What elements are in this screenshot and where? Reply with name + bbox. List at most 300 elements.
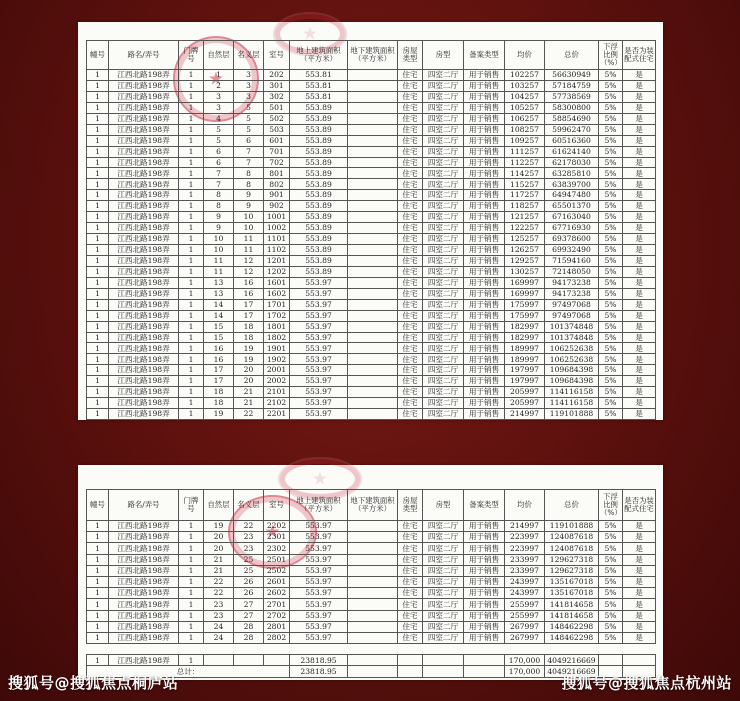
building-cell: 1 xyxy=(87,532,109,543)
prefab-cell: 是 xyxy=(623,124,656,135)
filing-type-cell: 用于销售 xyxy=(464,387,505,398)
avg-price-cell: 106257 xyxy=(505,113,545,124)
nominal-floor-cell: 19 xyxy=(234,343,264,354)
building-cell: 1 xyxy=(87,80,109,91)
door-cell: 1 xyxy=(179,610,204,621)
house-type-cell: 住宅 xyxy=(398,288,423,299)
road-cell: 江西北路198弄 xyxy=(109,565,179,576)
door-cell: 1 xyxy=(179,321,204,332)
house-type-cell: 住宅 xyxy=(398,532,423,543)
table-row xyxy=(87,343,656,354)
area-cell: 553.97 xyxy=(290,288,348,299)
total-price-cell: 65501370 xyxy=(545,201,599,212)
avg-price-cell: 189997 xyxy=(505,343,545,354)
house-type-cell: 住宅 xyxy=(398,255,423,266)
table-row xyxy=(87,599,656,610)
float-pct-cell: 5% xyxy=(599,599,623,610)
area-cell: 553.97 xyxy=(290,554,348,565)
road-cell: 江西北路198弄 xyxy=(109,179,179,190)
float-pct-cell: 5% xyxy=(599,135,623,146)
house-type-cell: 住宅 xyxy=(398,168,423,179)
road-cell: 江西北路198弄 xyxy=(109,223,179,234)
house-type-cell: 住宅 xyxy=(398,234,423,245)
prefab-cell: 是 xyxy=(623,521,656,532)
filing-type-cell: 用于销售 xyxy=(464,223,505,234)
underground-area-cell xyxy=(348,135,398,146)
nominal-floor-cell: 3 xyxy=(234,80,264,91)
underground-area-cell xyxy=(348,146,398,157)
total-price-cell: 106252638 xyxy=(545,343,599,354)
avg-price-cell: 223997 xyxy=(505,543,545,554)
house-type-cell: 住宅 xyxy=(398,565,423,576)
total-price-cell: 97497068 xyxy=(545,310,599,321)
natural-floor-cell: 23 xyxy=(204,610,234,621)
total-price-cell: 101374848 xyxy=(545,332,599,343)
filing-type-cell: 用于销售 xyxy=(464,80,505,91)
nominal-floor-cell: 22 xyxy=(234,409,264,420)
table-row xyxy=(87,288,656,299)
total-price-cell: 94173238 xyxy=(545,288,599,299)
layout-cell: 四室二厅 xyxy=(423,201,464,212)
prefab-cell: 是 xyxy=(623,146,656,157)
filing-type-cell: 用于销售 xyxy=(464,113,505,124)
layout-cell: 四室二厅 xyxy=(423,610,464,621)
door-cell: 1 xyxy=(179,91,204,102)
total-price-cell: 106252638 xyxy=(545,354,599,365)
layout-cell: 四室二厅 xyxy=(423,124,464,135)
nominal-floor-cell: 8 xyxy=(234,168,264,179)
natural-floor-cell: 18 xyxy=(204,398,234,409)
natural-floor-cell: 4 xyxy=(204,113,234,124)
building-cell: 1 xyxy=(87,310,109,321)
house-type-cell: 住宅 xyxy=(398,245,423,256)
prefab-cell: 是 xyxy=(623,80,656,91)
table-row xyxy=(87,146,656,157)
layout-cell: 四室二厅 xyxy=(423,398,464,409)
nominal-floor-cell: 8 xyxy=(234,179,264,190)
house-type-cell: 住宅 xyxy=(398,409,423,420)
prefab-cell: 是 xyxy=(623,543,656,554)
room-cell: 2202 xyxy=(264,521,290,532)
house-type-cell: 住宅 xyxy=(398,343,423,354)
area-cell: 553.97 xyxy=(290,343,348,354)
house-type-cell: 住宅 xyxy=(398,332,423,343)
room-cell: 1602 xyxy=(264,288,290,299)
area-cell: 553.97 xyxy=(290,521,348,532)
house-type-cell: 住宅 xyxy=(398,543,423,554)
house-type-cell: 住宅 xyxy=(398,610,423,621)
float-pct-cell: 5% xyxy=(599,398,623,409)
door-cell: 1 xyxy=(179,576,204,587)
nominal-floor-cell: 12 xyxy=(234,266,264,277)
layout-cell: 四室二厅 xyxy=(423,343,464,354)
float-pct-cell: 5% xyxy=(599,532,623,543)
column-header: 房型 xyxy=(423,490,464,521)
avg-price-cell: 130257 xyxy=(505,266,545,277)
area-cell: 553.97 xyxy=(290,409,348,420)
nominal-floor-cell: 9 xyxy=(234,201,264,212)
layout-cell: 四室二厅 xyxy=(423,245,464,256)
subtotal-area: 23818.95 xyxy=(290,655,348,666)
total-price-cell: 62178030 xyxy=(545,157,599,168)
subtotal-building: 1 xyxy=(87,655,109,666)
avg-price-cell: 169997 xyxy=(505,277,545,288)
column-header: 地上建筑面积（平方米） xyxy=(290,41,348,70)
filing-type-cell: 用于销售 xyxy=(464,632,505,643)
road-cell: 江西北路198弄 xyxy=(109,91,179,102)
spacer-row xyxy=(87,644,656,655)
underground-area-cell xyxy=(348,321,398,332)
layout-cell: 四室二厅 xyxy=(423,376,464,387)
filing-type-cell: 用于销售 xyxy=(464,245,505,256)
nominal-floor-cell: 26 xyxy=(234,576,264,587)
total-price-cell: 135167018 xyxy=(545,588,599,599)
layout-cell: 四室二厅 xyxy=(423,91,464,102)
filing-type-cell: 用于销售 xyxy=(464,332,505,343)
filing-type-cell: 用于销售 xyxy=(464,576,505,587)
underground-area-cell xyxy=(348,543,398,554)
room-cell: 1702 xyxy=(264,310,290,321)
road-cell: 江西北路198弄 xyxy=(109,632,179,643)
float-pct-cell: 5% xyxy=(599,576,623,587)
float-pct-cell: 5% xyxy=(599,124,623,135)
filing-type-cell: 用于销售 xyxy=(464,376,505,387)
layout-cell: 四室二厅 xyxy=(423,576,464,587)
building-cell: 1 xyxy=(87,124,109,135)
natural-floor-cell: 7 xyxy=(204,168,234,179)
watermark-right: 搜狐号@搜狐焦点杭州站 xyxy=(561,674,732,692)
road-cell: 江西北路198弄 xyxy=(109,543,179,554)
building-cell: 1 xyxy=(87,521,109,532)
prefab-cell: 是 xyxy=(623,554,656,565)
area-cell: 553.97 xyxy=(290,277,348,288)
prefab-cell: 是 xyxy=(623,91,656,102)
total-price-cell: 69932490 xyxy=(545,245,599,256)
nominal-floor-cell: 23 xyxy=(234,543,264,554)
grand-total-area: 23818.95 xyxy=(290,666,348,677)
avg-price-cell: 255997 xyxy=(505,599,545,610)
house-type-cell: 住宅 xyxy=(398,576,423,587)
table-row xyxy=(87,124,656,135)
table-row xyxy=(87,310,656,321)
road-cell: 江西北路198弄 xyxy=(109,299,179,310)
float-pct-cell: 5% xyxy=(599,102,623,113)
table-row xyxy=(87,113,656,124)
room-cell: 702 xyxy=(264,157,290,168)
room-cell: 1901 xyxy=(264,343,290,354)
subtotal-avg: 170,000 xyxy=(505,655,545,666)
float-pct-cell: 5% xyxy=(599,212,623,223)
natural-floor-cell: 20 xyxy=(204,543,234,554)
nominal-floor-cell: 21 xyxy=(234,387,264,398)
area-cell: 553.89 xyxy=(290,234,348,245)
underground-area-cell xyxy=(348,376,398,387)
table-row xyxy=(87,80,656,91)
underground-area-cell xyxy=(348,343,398,354)
prefab-cell: 是 xyxy=(623,234,656,245)
avg-price-cell: 102257 xyxy=(505,70,545,81)
prefab-cell: 是 xyxy=(623,387,656,398)
road-cell: 江西北路198弄 xyxy=(109,588,179,599)
column-header: 幢号 xyxy=(87,41,109,70)
natural-floor-cell: 10 xyxy=(204,234,234,245)
door-cell: 1 xyxy=(179,365,204,376)
avg-price-cell: 182997 xyxy=(505,321,545,332)
price-list-page-2 xyxy=(78,465,663,680)
road-cell: 江西北路198弄 xyxy=(109,599,179,610)
avg-price-cell: 122257 xyxy=(505,223,545,234)
natural-floor-cell: 14 xyxy=(204,310,234,321)
house-type-cell: 住宅 xyxy=(398,621,423,632)
road-cell: 江西北路198弄 xyxy=(109,576,179,587)
building-cell: 1 xyxy=(87,588,109,599)
prefab-cell: 是 xyxy=(623,223,656,234)
float-pct-cell: 5% xyxy=(599,80,623,91)
prefab-cell: 是 xyxy=(623,354,656,365)
avg-price-cell: 243997 xyxy=(505,588,545,599)
prefab-cell: 是 xyxy=(623,610,656,621)
room-cell: 2801 xyxy=(264,621,290,632)
house-type-cell: 住宅 xyxy=(398,135,423,146)
road-cell: 江西北路198弄 xyxy=(109,168,179,179)
layout-cell: 四室二厅 xyxy=(423,532,464,543)
total-price-cell: 67163040 xyxy=(545,212,599,223)
area-cell: 553.89 xyxy=(290,190,348,201)
room-cell: 1902 xyxy=(264,354,290,365)
natural-floor-cell: 3 xyxy=(204,91,234,102)
avg-price-cell: 197997 xyxy=(505,376,545,387)
room-cell: 2002 xyxy=(264,376,290,387)
prefab-cell: 是 xyxy=(623,576,656,587)
table-row xyxy=(87,365,656,376)
filing-type-cell: 用于销售 xyxy=(464,365,505,376)
filing-type-cell: 用于销售 xyxy=(464,610,505,621)
house-type-cell: 住宅 xyxy=(398,632,423,643)
total-price-cell: 97497068 xyxy=(545,299,599,310)
nominal-floor-cell: 10 xyxy=(234,212,264,223)
nominal-floor-cell: 21 xyxy=(234,398,264,409)
house-type-cell: 住宅 xyxy=(398,398,423,409)
door-cell: 1 xyxy=(179,277,204,288)
natural-floor-cell: 8 xyxy=(204,190,234,201)
float-pct-cell: 5% xyxy=(599,255,623,266)
nominal-floor-cell: 16 xyxy=(234,277,264,288)
table-row xyxy=(87,565,656,576)
avg-price-cell: 214997 xyxy=(505,409,545,420)
filing-type-cell: 用于销售 xyxy=(464,168,505,179)
layout-cell: 四室二厅 xyxy=(423,332,464,343)
natural-floor-cell: 3 xyxy=(204,102,234,113)
avg-price-cell: 118257 xyxy=(505,201,545,212)
underground-area-cell xyxy=(348,288,398,299)
door-cell: 1 xyxy=(179,157,204,168)
table-row xyxy=(87,201,656,212)
area-cell: 553.89 xyxy=(290,157,348,168)
underground-area-cell xyxy=(348,554,398,565)
underground-area-cell xyxy=(348,266,398,277)
road-cell: 江西北路198弄 xyxy=(109,343,179,354)
underground-area-cell xyxy=(348,223,398,234)
underground-area-cell xyxy=(348,102,398,113)
building-cell: 1 xyxy=(87,190,109,201)
prefab-cell: 是 xyxy=(623,157,656,168)
nominal-floor-cell: 18 xyxy=(234,321,264,332)
area-cell: 553.97 xyxy=(290,299,348,310)
underground-area-cell xyxy=(348,332,398,343)
underground-area-cell xyxy=(348,70,398,81)
natural-floor-cell: 15 xyxy=(204,332,234,343)
area-cell: 553.89 xyxy=(290,223,348,234)
column-header: 路名/弄号 xyxy=(109,490,179,521)
nominal-floor-cell: 23 xyxy=(234,532,264,543)
house-type-cell: 住宅 xyxy=(398,212,423,223)
column-header: 总价 xyxy=(545,490,599,521)
door-cell: 1 xyxy=(179,190,204,201)
column-header: 门牌号 xyxy=(179,490,204,521)
nominal-floor-cell: 25 xyxy=(234,554,264,565)
area-cell: 553.89 xyxy=(290,201,348,212)
table-row xyxy=(87,245,656,256)
room-cell: 202 xyxy=(264,70,290,81)
building-cell: 1 xyxy=(87,576,109,587)
table-row xyxy=(87,354,656,365)
column-header: 幢号 xyxy=(87,490,109,521)
road-cell: 江西北路198弄 xyxy=(109,398,179,409)
area-cell: 553.97 xyxy=(290,576,348,587)
building-cell: 1 xyxy=(87,212,109,223)
nominal-floor-cell: 17 xyxy=(234,310,264,321)
float-pct-cell: 5% xyxy=(599,610,623,621)
prefab-cell: 是 xyxy=(623,632,656,643)
area-cell: 553.97 xyxy=(290,354,348,365)
filing-type-cell: 用于销售 xyxy=(464,554,505,565)
building-cell: 1 xyxy=(87,91,109,102)
road-cell: 江西北路198弄 xyxy=(109,554,179,565)
underground-area-cell xyxy=(348,179,398,190)
natural-floor-cell: 6 xyxy=(204,146,234,157)
underground-area-cell xyxy=(348,310,398,321)
prefab-cell: 是 xyxy=(623,245,656,256)
layout-cell: 四室二厅 xyxy=(423,146,464,157)
building-cell: 1 xyxy=(87,343,109,354)
total-price-cell: 119101888 xyxy=(545,521,599,532)
prefab-cell: 是 xyxy=(623,398,656,409)
prefab-cell: 是 xyxy=(623,376,656,387)
prefab-cell: 是 xyxy=(623,102,656,113)
road-cell: 江西北路198弄 xyxy=(109,532,179,543)
avg-price-cell: 111257 xyxy=(505,146,545,157)
house-type-cell: 住宅 xyxy=(398,102,423,113)
area-cell: 553.81 xyxy=(290,80,348,91)
room-cell: 2101 xyxy=(264,387,290,398)
door-cell: 1 xyxy=(179,245,204,256)
prefab-cell: 是 xyxy=(623,70,656,81)
filing-type-cell: 用于销售 xyxy=(464,588,505,599)
natural-floor-cell: 21 xyxy=(204,554,234,565)
nominal-floor-cell: 7 xyxy=(234,157,264,168)
room-cell: 301 xyxy=(264,80,290,91)
avg-price-cell: 267997 xyxy=(505,632,545,643)
area-cell: 553.97 xyxy=(290,565,348,576)
room-cell: 2601 xyxy=(264,576,290,587)
nominal-floor-cell: 7 xyxy=(234,146,264,157)
building-cell: 1 xyxy=(87,146,109,157)
natural-floor-cell: 17 xyxy=(204,365,234,376)
nominal-floor-cell: 5 xyxy=(234,124,264,135)
total-price-cell: 124087618 xyxy=(545,532,599,543)
underground-area-cell xyxy=(348,212,398,223)
total-price-cell: 61624140 xyxy=(545,146,599,157)
float-pct-cell: 5% xyxy=(599,632,623,643)
house-type-cell: 住宅 xyxy=(398,299,423,310)
natural-floor-cell: 6 xyxy=(204,157,234,168)
door-cell: 1 xyxy=(179,398,204,409)
nominal-floor-cell: 5 xyxy=(234,102,264,113)
house-type-cell: 住宅 xyxy=(398,521,423,532)
road-cell: 江西北路198弄 xyxy=(109,610,179,621)
natural-floor-cell: 11 xyxy=(204,255,234,266)
grand-total-total: 4049216669 xyxy=(545,666,599,677)
avg-price-cell: 109257 xyxy=(505,135,545,146)
total-price-cell: 58854690 xyxy=(545,113,599,124)
float-pct-cell: 5% xyxy=(599,157,623,168)
avg-price-cell: 214997 xyxy=(505,521,545,532)
underground-area-cell xyxy=(348,398,398,409)
column-header: 均价 xyxy=(505,490,545,521)
door-cell: 1 xyxy=(179,332,204,343)
door-cell: 1 xyxy=(179,113,204,124)
nominal-floor-cell: 19 xyxy=(234,354,264,365)
building-cell: 1 xyxy=(87,70,109,81)
natural-floor-cell: 5 xyxy=(204,135,234,146)
prefab-cell: 是 xyxy=(623,588,656,599)
table-row xyxy=(87,179,656,190)
room-cell: 1102 xyxy=(264,245,290,256)
area-cell: 553.97 xyxy=(290,610,348,621)
column-header: 均价 xyxy=(505,41,545,70)
door-cell: 1 xyxy=(179,543,204,554)
column-header: 地下建筑面积（平方米） xyxy=(348,490,398,521)
prefab-cell: 是 xyxy=(623,135,656,146)
natural-floor-cell: 24 xyxy=(204,621,234,632)
road-cell: 江西北路198弄 xyxy=(109,365,179,376)
watermark-left: 搜狐号@搜狐焦点桐庐站 xyxy=(8,674,179,692)
filing-type-cell: 用于销售 xyxy=(464,621,505,632)
float-pct-cell: 5% xyxy=(599,234,623,245)
house-type-cell: 住宅 xyxy=(398,201,423,212)
layout-cell: 四室二厅 xyxy=(423,621,464,632)
natural-floor-cell: 21 xyxy=(204,565,234,576)
table-row xyxy=(87,168,656,179)
table-row xyxy=(87,321,656,332)
prefab-cell: 是 xyxy=(623,621,656,632)
door-cell: 1 xyxy=(179,234,204,245)
room-cell: 302 xyxy=(264,91,290,102)
road-cell: 江西北路198弄 xyxy=(109,201,179,212)
table-row xyxy=(87,621,656,632)
table-row xyxy=(87,332,656,343)
layout-cell: 四室二厅 xyxy=(423,632,464,643)
float-pct-cell: 5% xyxy=(599,554,623,565)
table-row xyxy=(87,299,656,310)
filing-type-cell: 用于销售 xyxy=(464,91,505,102)
road-cell: 江西北路198弄 xyxy=(109,146,179,157)
road-cell: 江西北路198弄 xyxy=(109,409,179,420)
nominal-floor-cell: 11 xyxy=(234,234,264,245)
layout-cell: 四室二厅 xyxy=(423,365,464,376)
house-type-cell: 住宅 xyxy=(398,354,423,365)
avg-price-cell: 267997 xyxy=(505,621,545,632)
